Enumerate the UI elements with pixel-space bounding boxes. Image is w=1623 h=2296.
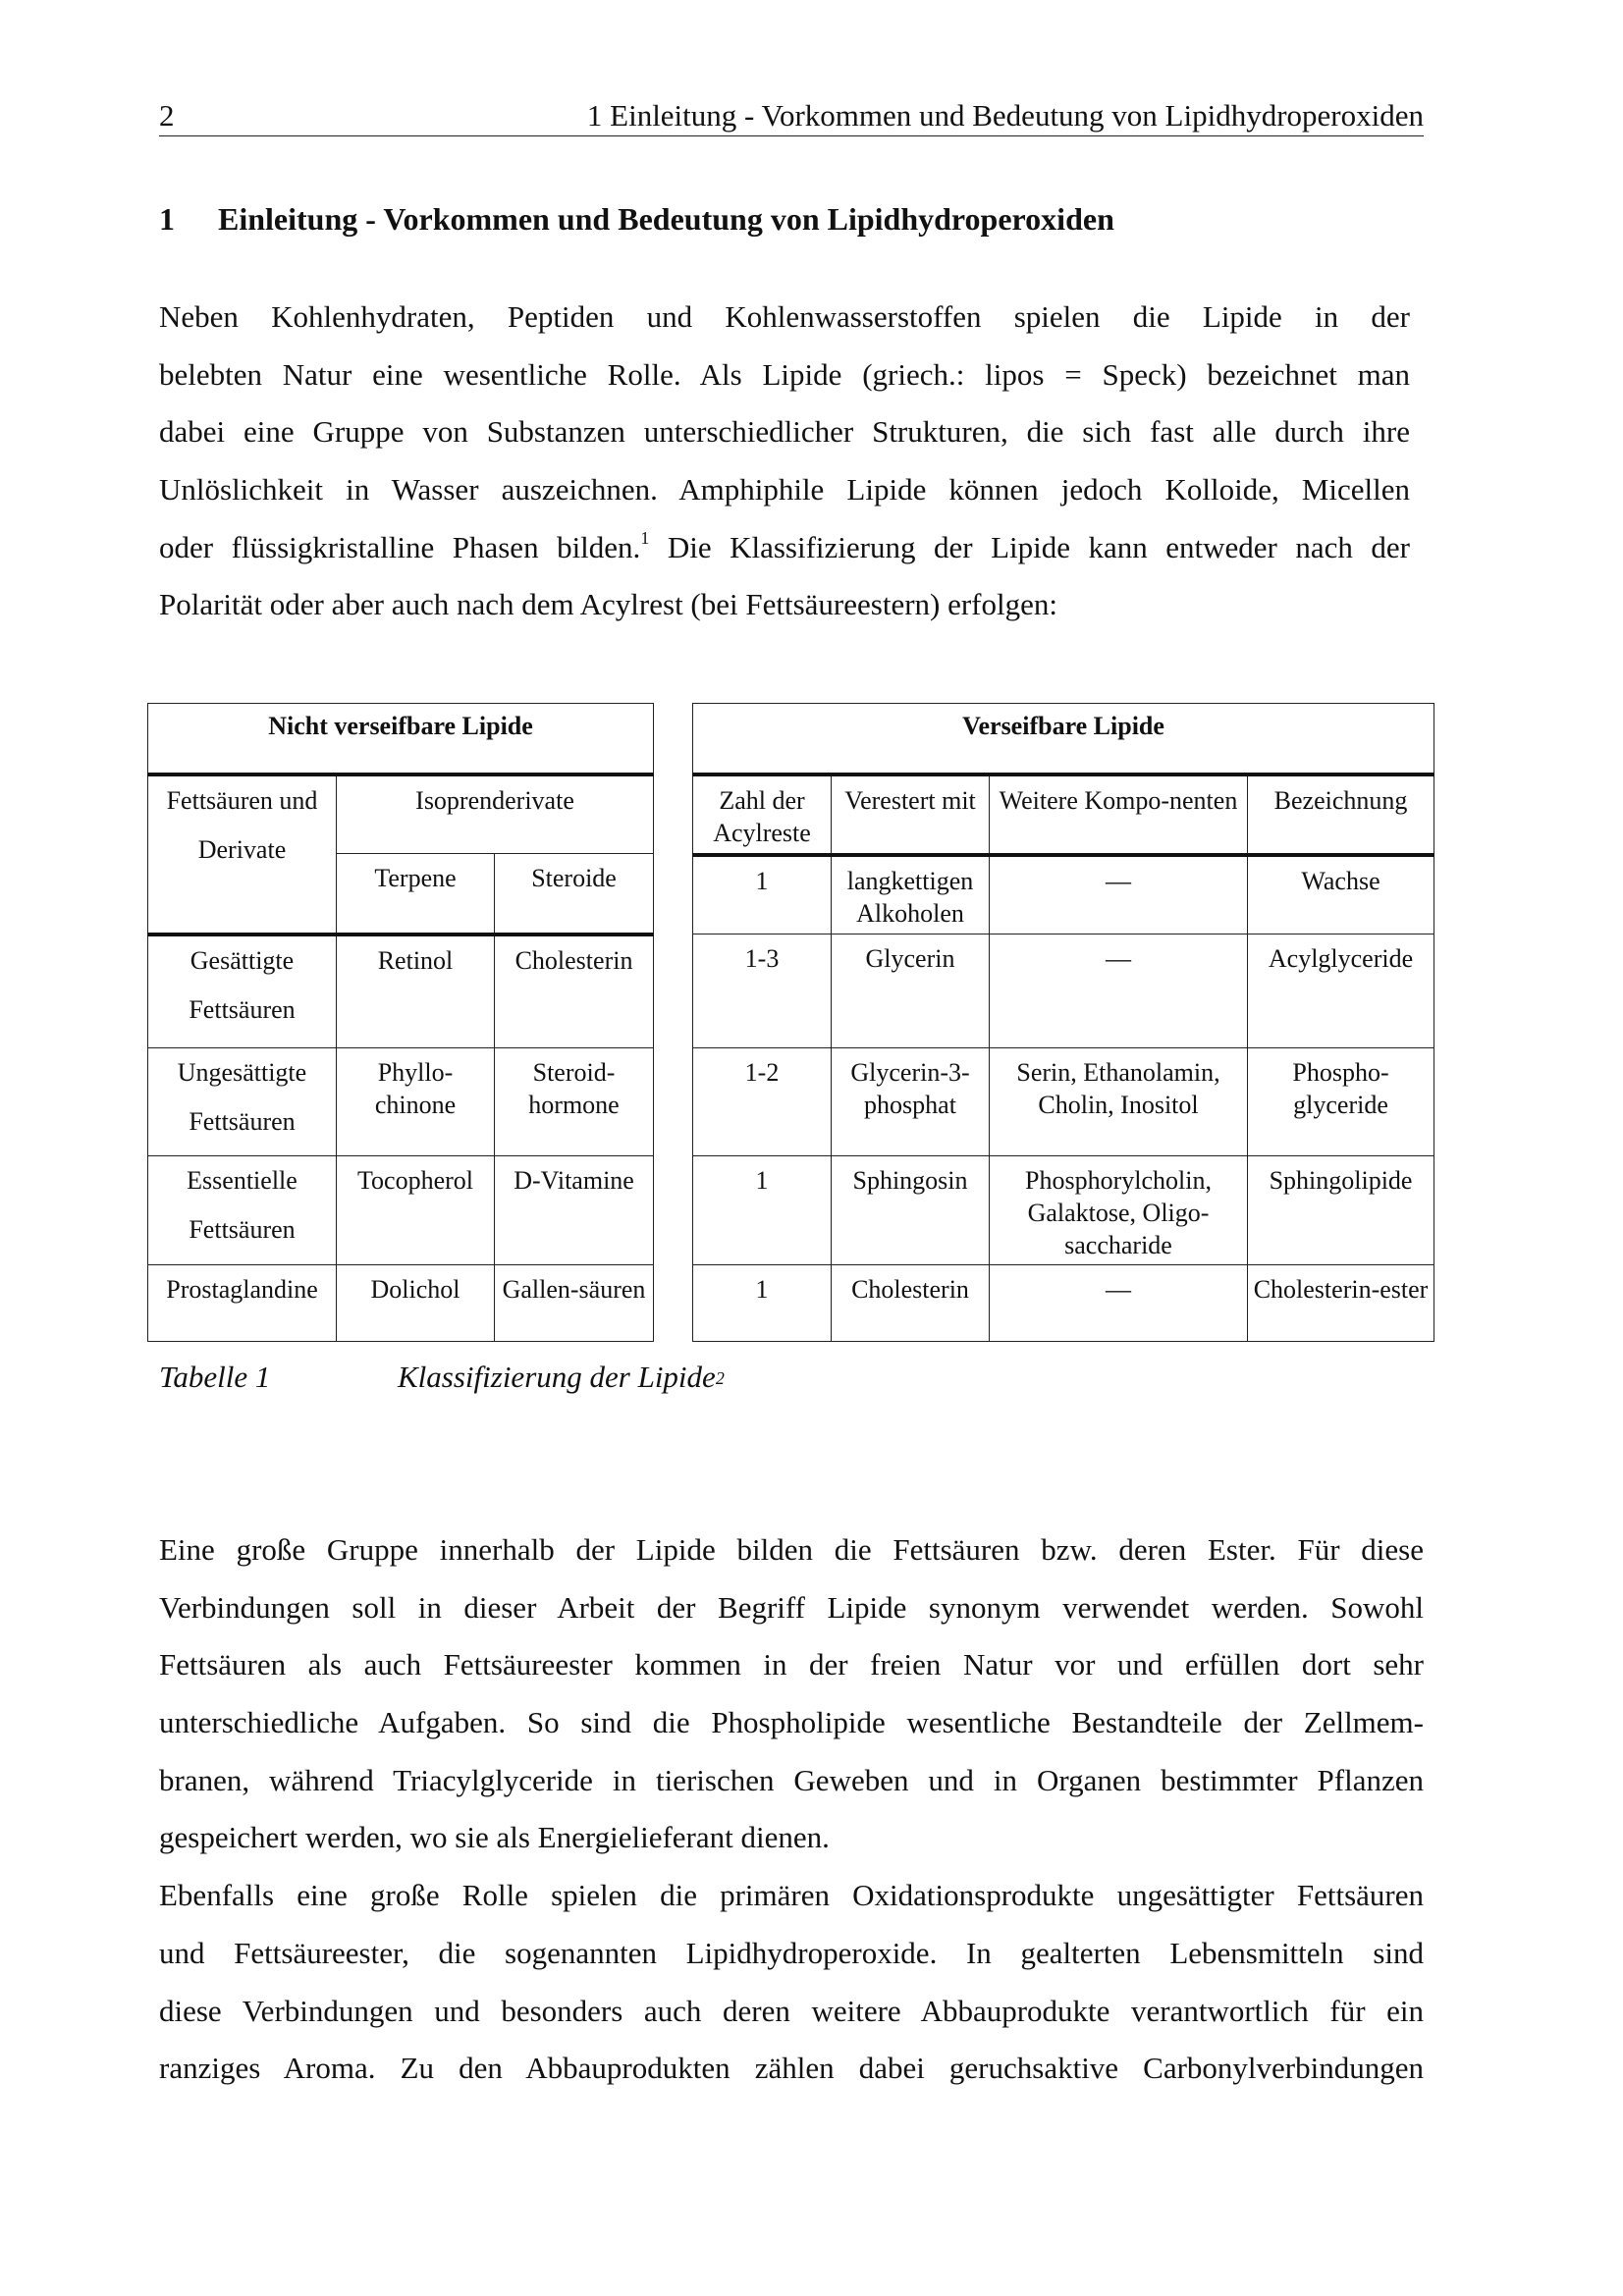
table-cell: Retinol [337,934,495,1048]
table-cell: Dolichol [337,1265,495,1342]
section-number: 1 [159,201,175,237]
text-line: Unlöslichkeit in Wasser auszeichnen. Amphiphile Lipide können jedoch Kolloide, Micellen [159,472,1410,507]
table-cell: Sphingosin [832,1156,990,1265]
text-fragment: oder flüssigkristalline Phasen bilden. [159,529,641,564]
text-line: und Fettsäureester, die sogenannten Lipidhydroperoxide. In gealterten Lebensmitteln sind [159,1935,1424,1970]
table-cell: — [990,1265,1248,1342]
table-cell: Prostaglandine [148,1265,337,1342]
text-line: Eine große Gruppe innerhalb der Lipide bilden die Fettsäuren bzw. deren Ester. Für diese [159,1532,1424,1567]
table-cell: Essentielle Fettsäuren [148,1156,337,1265]
table-cell: Serin, Ethanolamin, Cholin, Inositol [990,1048,1248,1156]
column-header: Verestert mit [832,774,990,855]
text-line: ranziges Aroma. Zu den Abbauprodukten zählen dabei geruchsaktive Carbonylverbindungen [159,2051,1424,2086]
table-title: Verseifbare Lipide [693,704,1434,774]
table-cell: Sphingolipide [1248,1156,1434,1265]
table-row [693,1156,1434,1265]
table-cell: Gesättigte Fettsäuren [148,934,337,1048]
table-cell: 1 [693,855,832,934]
table-row [148,934,654,1048]
table-cell: 1-3 [693,934,832,1048]
text-fragment: Die Klassifizierung der Lipide kann entweder nach der [649,529,1410,564]
table-cell: Wachse [1248,855,1434,934]
table-cell: Glycerin-3-phosphat [832,1048,990,1156]
table-caption [159,1360,725,1395]
table-cell: Glycerin [832,934,990,1048]
table-non-saponifiable-lipids [147,703,654,1342]
table-row [693,934,1434,1048]
section-title: Einleitung - Vorkommen und Bedeutung von Lipidhydroperoxiden [218,201,1114,237]
text-line: Neben Kohlenhydraten, Peptiden und Kohlenwasserstoffen spielen die Lipide in der [159,299,1410,334]
table-cell: Tocopherol [337,1156,495,1265]
table-cell: Cholesterin [832,1265,990,1342]
table-row [693,1265,1434,1342]
text-line: Fettsäuren als auch Fettsäureester kommen in der freien Natur vor und erfüllen dort sehr [159,1647,1424,1682]
footnote-ref: 2 [715,1368,725,1388]
table-cell: Cholesterin-ester [1248,1265,1434,1342]
table-cell: Acylglyceride [1248,934,1434,1048]
text-line: dabei eine Gruppe von Substanzen unterschiedlicher Strukturen, die sich fast alle durch ihre [159,414,1410,450]
table-row [148,1156,654,1265]
table-cell: langkettigen Alkoholen [832,855,990,934]
column-header: Fettsäuren und Derivate [148,774,337,934]
column-header: Steroide [495,854,654,934]
column-header: Zahl der Acylreste [693,774,832,855]
text-line: Polarität oder aber auch nach dem Acylrest (bei Fettsäureestern) erfolgen: [159,587,1057,622]
caption-text: Klassifizierung der Lipide [398,1360,716,1394]
table-row [148,1048,654,1156]
section-heading [159,201,1114,238]
table-cell: Phyllo-chinone [337,1048,495,1156]
table-cell: Ungesättigte Fettsäuren [148,1048,337,1156]
table-row [693,1048,1434,1156]
text-line: unterschiedliche Aufgaben. So sind die Phospholipide wesentliche Bestandteile der Zellmem- [159,1705,1424,1740]
table-saponifiable-lipids [692,703,1434,1342]
text-line: Ebenfalls eine große Rolle spielen die primären Oxidationsprodukte ungesättigter Fettsäuren [159,1878,1424,1913]
table-cell: Steroid-hormone [495,1048,654,1156]
running-header [159,98,1424,136]
text-line: gespeichert werden, wo sie als Energielieferant dienen. [159,1820,830,1855]
text-line: diese Verbindungen und besonders auch deren weitere Abbauprodukte verantwortlich für ein [159,1993,1424,2028]
text-line: branen, während Triacylglyceride in tierischen Geweben und in Organen bestimmter Pflanzen [159,1762,1424,1797]
table-title: Nicht verseifbare Lipide [148,704,654,774]
table-row [148,1265,654,1342]
caption-label: Tabelle 1 [159,1360,271,1394]
column-header: Bezeichnung [1248,774,1434,855]
paragraph-1 [159,289,1410,634]
table-cell: D-Vitamine [495,1156,654,1265]
table-cell: Gallen-säuren [495,1265,654,1342]
paragraph-2 [159,1522,1424,2098]
table-row [693,855,1434,934]
table-cell: Phosphorylcholin, Galaktose, Oligo-saccharide [990,1156,1248,1265]
column-header: Terpene [337,854,495,934]
table-cell: Cholesterin [495,934,654,1048]
column-header: Isoprenderivate [337,774,654,854]
page-number: 2 [159,98,175,133]
text-line [159,519,1410,577]
running-title: 1 Einleitung - Vorkommen und Bedeutung von Lipidhydroperoxiden [586,98,1424,133]
table-cell: 1 [693,1265,832,1342]
table-cell: 1 [693,1156,832,1265]
text-line: belebten Natur eine wesentliche Rolle. Als Lipide (griech.: lipos = Speck) bezeichnet man [159,356,1410,392]
text-line: Verbindungen soll in dieser Arbeit der Begriff Lipide synonym verwendet werden. Sowohl [159,1589,1424,1625]
table-cell: 1-2 [693,1048,832,1156]
table-cell: Phospho-glyceride [1248,1048,1434,1156]
column-header: Weitere Kompo-nenten [990,774,1248,855]
footnote-ref: 1 [640,527,650,548]
table-cell: — [990,855,1248,934]
table-cell: — [990,934,1248,1048]
